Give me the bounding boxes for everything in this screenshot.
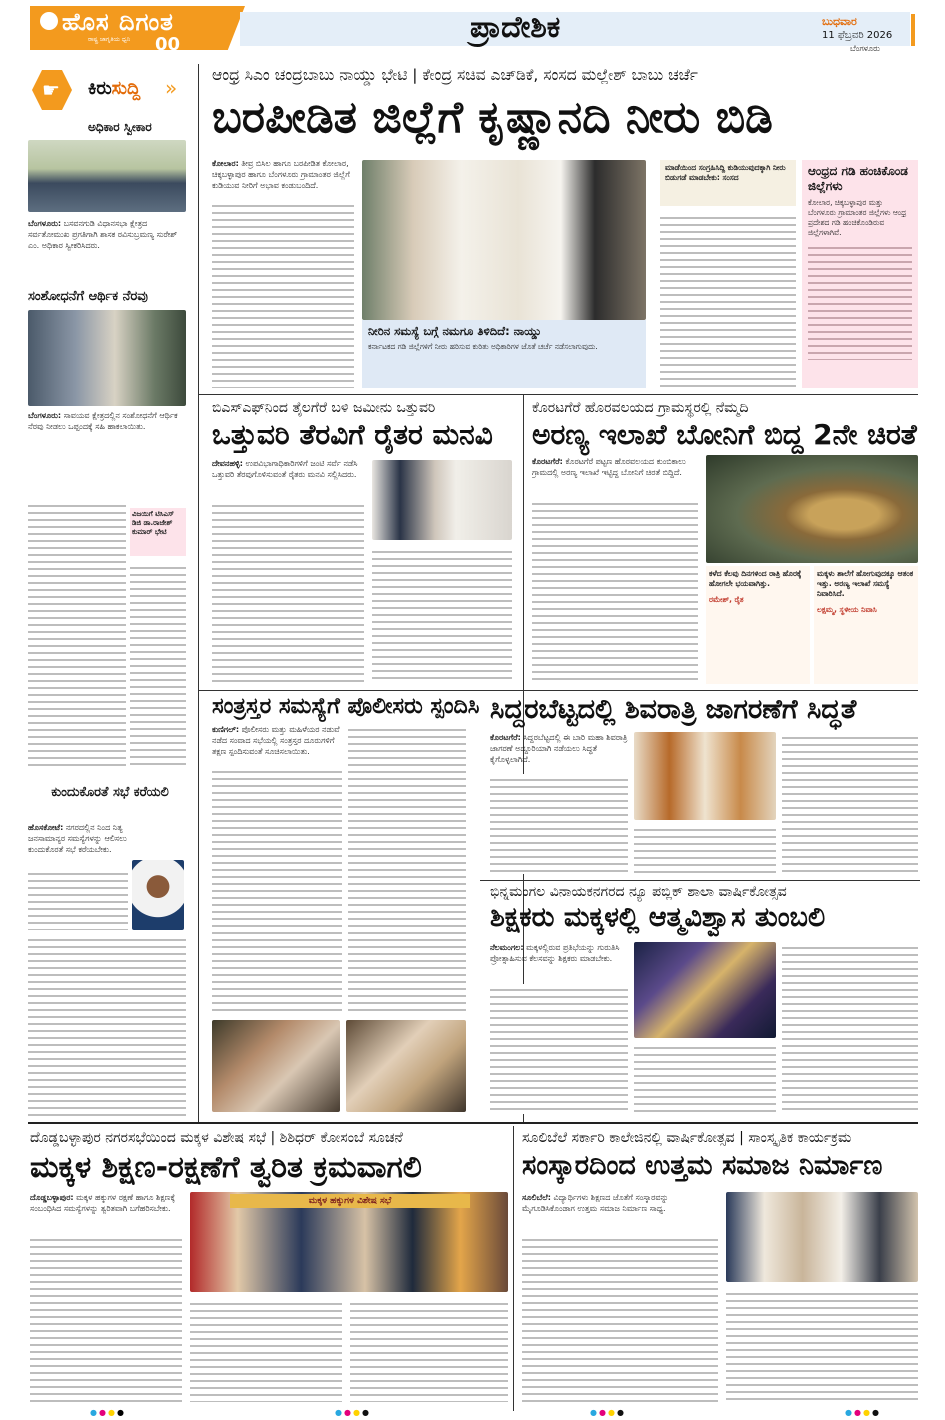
story-text-column bbox=[522, 1234, 718, 1402]
chevron-right-icon: » bbox=[165, 76, 178, 100]
story-dateline: ದೇವನಹಳ್ಳಿ: bbox=[212, 459, 243, 468]
story-dateline: ಕುಣಿಗಲ್: bbox=[212, 725, 240, 734]
story-dateline: ಕೊರಟಗೆರೆ: bbox=[532, 457, 563, 466]
brief-dateline: ಬೆಂಗಳೂರು: bbox=[28, 219, 62, 228]
story-photo bbox=[634, 732, 776, 820]
lead-headline: ಬರಪೀಡಿತ ಜಿಲ್ಲೆಗೆ ಕೃಷ್ಣಾನದಿ ನೀರು ಬಿಡಿ bbox=[212, 92, 773, 143]
story-dateline: ಸೂಲಿಬೆಲೆ: bbox=[522, 1193, 551, 1202]
kiru-suddi-title bbox=[88, 78, 140, 99]
story-body: ಕೊರಟಗೆರೆ ಪಟ್ಟಣ ಹೊರವಲಯದ ಕುಂಬಿಕಾಲು ಗ್ರಾಮದಲ್ಲಿ ಅರಣ್ಯ ಇಲಾಖೆ ಇಟ್ಟಿದ್ದ ಬೋನಿಗೆ ಚಿರತೆ ಬಿದ್ದಿದೆ. bbox=[532, 457, 686, 477]
section-strip bbox=[240, 12, 910, 46]
story-kicker: ಕೊರಟಗೆರೆ ಹೊರವಲಯದ ಗ್ರಾಮಸ್ಥರಲ್ಲಿ ನೆಮ್ಮದಿ bbox=[532, 400, 749, 416]
issue-city: ಬೆಂಗಳೂರು bbox=[850, 44, 880, 53]
brief-text-column bbox=[28, 500, 126, 770]
masthead-bar bbox=[0, 0, 945, 58]
story-photo bbox=[346, 1020, 466, 1112]
story-text bbox=[522, 1192, 718, 1232]
masthead-title: ಹೊಸ ದಿಗಂತ bbox=[62, 8, 174, 36]
story-text-column bbox=[782, 942, 918, 1114]
story-text-column bbox=[30, 1234, 182, 1402]
event-banner: ಮಕ್ಕಳ ಹಕ್ಕುಗಳ ವಿಶೇಷ ಸಭೆ bbox=[230, 1194, 470, 1208]
lead-photo bbox=[362, 160, 646, 320]
column-rule bbox=[198, 64, 199, 1122]
masthead-tagline: ರಾಷ್ಟ್ರ ಜಾಗೃತಿಯ ಧ್ವನಿ bbox=[88, 36, 131, 43]
pink-box-text-lines bbox=[808, 242, 912, 360]
story-text-column bbox=[634, 824, 776, 874]
story-text-column bbox=[350, 1298, 508, 1402]
brief-headline: ಅಧಿಕಾರ ಸ್ವೀಕಾರ bbox=[88, 120, 152, 134]
brief-text-column bbox=[130, 562, 186, 770]
story-text-column bbox=[190, 1298, 342, 1402]
lead-text bbox=[212, 158, 354, 198]
story-body: ಮಕ್ಕಳಲ್ಲಿರುವ ಪ್ರತಿಭೆಯನ್ನು ಗುರುತಿಸಿ ಪ್ರೋತ್ಸಾಹಿಸುವ ಕೆಲಸವನ್ನು ಶಿಕ್ಷಕರು ಮಾಡಬೇಕು. bbox=[490, 943, 620, 963]
brief-dateline: ಹೊಸಕೋಟೆ: bbox=[28, 823, 64, 832]
story-headline: ಒತ್ತುವರಿ ತೆರವಿಗೆ ರೈತರ ಮನವಿ bbox=[212, 418, 493, 451]
brief-body: ಸಾವಯವ ಕ್ಷೇತ್ರದಲ್ಲಿನ ಸಂಶೋಧನೆಗೆ ಆರ್ಥಿಕ ನೆರವು ನೀಡಲು ಒಪ್ಪಂದಕ್ಕೆ ಸಹಿ ಹಾಕಲಾಯಿತು. bbox=[28, 411, 178, 431]
story-text-column bbox=[212, 500, 364, 684]
brief-highlight-text: ವಿಜಯಿಗೆ ಟಿಸಿಎಸ್ ಡಿಜಿ ಡಾ.ರಾಜೇಶ್ ಕುಮಾರ್ ಭೇಟಿ bbox=[132, 510, 175, 536]
story-headline: ಸಂತ್ರಸ್ತರ ಸಮಸ್ಯೆಗೆ ಪೊಲೀಸರು ಸ್ಪಂದಿಸಿ bbox=[212, 694, 480, 719]
brief-body: ಬಸವನಗುಡಿ ವಿಧಾನಸಭಾ ಕ್ಷೇತ್ರದ ಸರ್ವತೋಮುಖ ಪ್ರಗತಿಗಾಗಿ ಶಾಸಕ ರವಿಸುಬ್ರಮಣ್ಯ ಸುರೇಶ್ ಎಂ. ಅಧಿಕಾರ ಸ್ವೀಕರಿಸಿದರು. bbox=[28, 219, 178, 250]
lead-text-column bbox=[660, 212, 796, 388]
story-text-column bbox=[212, 766, 342, 1016]
brief-text-column bbox=[28, 868, 128, 930]
print-registration-marks: ●●●● bbox=[90, 1408, 126, 1417]
story-body: ವಿದ್ಯಾರ್ಥಿಗಳು ಶಿಕ್ಷಣದ ಜೊತೆಗೆ ಸಂಸ್ಕಾರವನ್ನು ಮೈಗೂಡಿಸಿಕೊಂಡಾಗ ಉತ್ತಮ ಸಮಾಜ ನಿರ್ಮಾಣ ಸಾಧ್ಯ. bbox=[522, 1193, 669, 1213]
story-kicker: ದೊಡ್ಡಬಳ್ಳಾಪುರ ನಗರಸಭೆಯಿಂದ ಮಕ್ಕಳ ವಿಶೇಷ ಸಭೆ | ಶಿಶಿಧರ್ ಕೋಸಂಬೆ ಸೂಚನೆ bbox=[30, 1130, 403, 1146]
print-registration-marks: ●●●● bbox=[845, 1408, 881, 1417]
story-text bbox=[30, 1192, 182, 1232]
print-registration-marks: ●●●● bbox=[335, 1408, 371, 1417]
brief-text bbox=[28, 218, 186, 288]
lead-photo-caption bbox=[362, 320, 646, 388]
section-rule bbox=[28, 1122, 918, 1124]
story-photo bbox=[726, 1192, 918, 1282]
quote-text: ಕಳೆದ ಕೆಲವು ದಿನಗಳಿಂದ ರಾತ್ರಿ ಹೊರಕ್ಕೆ ಹೋಗಲೇ ಭಯವಾಗಿತ್ತು. bbox=[709, 569, 802, 588]
section-title: ಪ್ರಾದೇಶಿಕ bbox=[470, 10, 561, 45]
brief-highlight-box bbox=[130, 508, 186, 556]
brief-headline: ಸಂಶೋಧನೆಗೆ ಆರ್ಥಿಕ ನೆರವು bbox=[28, 289, 148, 304]
story-dateline: ಕೊರಟಗೆರೆ: bbox=[490, 733, 521, 742]
story-body: ಸಿದ್ದರಬೆಟ್ಟದಲ್ಲಿ ಈ ಬಾರಿ ಮಹಾ ಶಿವರಾತ್ರಿ ಜಾಗರಣೆ ಅದ್ದೂರಿಯಾಗಿ ನಡೆಯಲು ಸಿದ್ಧತೆ ಕೈಗೊಳ್ಳಲಾಗಿದೆ. bbox=[490, 733, 628, 764]
story-kicker: ಸೂಲಿಬೆಲೆ ಸರ್ಕಾರಿ ಕಾಲೇಜಿನಲ್ಲಿ ವಾರ್ಷಿಕೋತ್ಸವ | ಸಾಂಸ್ಕೃತಿಕ ಕಾರ್ಯಕ್ರಮ bbox=[522, 1130, 852, 1146]
story-text bbox=[490, 732, 628, 772]
brief-photo bbox=[28, 310, 186, 406]
story-text-column bbox=[490, 984, 628, 1114]
page-number: 00 bbox=[155, 34, 181, 55]
brief-text bbox=[28, 410, 186, 500]
quote-sign: ರಮೇಶ್, ರೈತ bbox=[709, 595, 744, 604]
brief-photo bbox=[28, 140, 186, 212]
story-text-column bbox=[782, 732, 918, 874]
story-body: ಉಪವಿಭಾಗಾಧಿಕಾರಿಗಳಿಗೆ ಜಂಟಿ ಸರ್ವೆ ನಡೆಸಿ ಒತ್ತುವರಿ ತೆರವುಗೊಳಿಸುವಂತೆ ರೈತರು ಮನವಿ ಸಲ್ಲಿಸಿದರು. bbox=[212, 459, 358, 479]
quote-box bbox=[706, 566, 810, 684]
story-body: ಪೊಲೀಸರು ಮತ್ತು ಮಹಿಳೆಯರ ನಡುವೆ ನಡೆದ ಸಂವಾದ ಸಭೆಯಲ್ಲಿ ಸಂತ್ರಸ್ತರ ದೂರುಗಳಿಗೆ ತಕ್ಷಣ ಸ್ಪಂದಿಸುವಂತೆ ಸೂಚಿಸಲಾಯಿತು. bbox=[212, 725, 340, 756]
caption-body: ಕರ್ನಾಟಕದ ಗಡಿ ಜಿಲ್ಲೆಗಳಿಗೆ ನೀರು ಹರಿಸುವ ಕುರಿತು ಅಧಿಕಾರಿಗಳ ಜೊತೆ ಚರ್ಚೆ ನಡೆಸಲಾಗುವುದು. bbox=[368, 342, 598, 351]
column-rule bbox=[513, 1126, 514, 1411]
story-headline: ಶಿಕ್ಷಕರು ಮಕ್ಕಳಲ್ಲಿ ಆತ್ಮವಿಶ್ವಾಸ ತುಂಬಲಿ bbox=[490, 902, 826, 933]
leopard-photo bbox=[706, 455, 918, 563]
lead-kicker: ಆಂಧ್ರ ಸಿಎಂ ಚಂದ್ರಬಾಬು ನಾಯ್ಡು ಭೇಟಿ | ಕೇಂದ್ರ ಸಚಿವ ಎಚ್‌ಡಿಕೆ, ಸಂಸದ ಮಲ್ಲೇಶ್ ಬಾಬು ಚರ್ಚೆ bbox=[212, 66, 698, 84]
story-text bbox=[212, 458, 364, 498]
story-text bbox=[532, 456, 698, 496]
issue-day: ಬುಧವಾರ bbox=[822, 15, 857, 28]
story-headline: ಸಿದ್ದರಬೆಟ್ಟದಲ್ಲಿ ಶಿವರಾತ್ರಿ ಜಾಗರಣೆಗೆ ಸಿದ್ಧತೆ bbox=[490, 694, 857, 725]
pink-box-body: ಕೋಲಾರ, ಚಿಕ್ಕಬಳ್ಳಾಪುರ ಮತ್ತು ಬೆಂಗಳೂರು ಗ್ರಾಮಾಂತರ ಜಿಲ್ಲೆಗಳು ಆಂಧ್ರ ಪ್ರದೇಶದ ಗಡಿ ಹಂಚಿಕೊಂಡಿರುವ ಜಿಲ್ಲೆಗಳಾಗಿವೆ. bbox=[808, 198, 907, 237]
lead-text-column bbox=[212, 200, 354, 388]
section-rule bbox=[480, 880, 920, 881]
brief-text-column bbox=[28, 934, 186, 1116]
print-registration-marks: ●●●● bbox=[590, 1408, 626, 1417]
story-text-column bbox=[348, 724, 466, 1016]
kiru-suddi-first: ಕಿರು bbox=[88, 78, 112, 99]
story-kicker: ಭಿನ್ನಮಂಗಲ ವಿನಾಯಕನಗರದ ನ್ಯೂ ಪಬ್ಲಿಕ್ ಶಾಲಾ ವಾರ್ಷಿಕೋತ್ಸವ bbox=[490, 884, 787, 900]
brief-headline: ಕುಂದುಕೊರತೆ ಸಭೆ ಕರೆಯಲಿ bbox=[51, 785, 169, 800]
story-headline: ಸಂಸ್ಕಾರದಿಂದ ಉತ್ತಮ ಸಮಾಜ ನಿರ್ಮಾಣ bbox=[522, 1150, 883, 1181]
side-quote-text: ಮಾಡೆಯಿಂದ ಸಂಗ್ರಹಿಸಿದ್ದಿ ಕುಡಿಯುವುದಕ್ಕಾಗಿ ನೀರು ಬಿಡುಗಡೆ ಮಾಡಬೇಕು: ಸಂಸದ bbox=[665, 163, 786, 182]
quote-sign: ಲಕ್ಷಮ್ಮ, ಸ್ಥಳೀಯ ನಿವಾಸಿ bbox=[817, 605, 877, 614]
pointing-hand-icon: ☛ bbox=[42, 78, 60, 102]
story-photo bbox=[634, 942, 776, 1038]
story-text-column bbox=[634, 1042, 776, 1114]
quote-box bbox=[814, 566, 918, 684]
story-text bbox=[490, 942, 628, 982]
lead-dateline: ಕೋಲಾರ: bbox=[212, 159, 239, 168]
story-photo bbox=[372, 460, 512, 540]
story-dateline: ದೊಡ್ಡಬಳ್ಳಾಪುರ: bbox=[30, 1193, 74, 1202]
pink-info-box bbox=[802, 160, 918, 388]
issue-date: 11 ಫೆಬ್ರವರಿ 2026 bbox=[822, 30, 893, 41]
story-text-column bbox=[372, 546, 512, 684]
section-rule bbox=[198, 394, 918, 395]
person-photo bbox=[132, 860, 184, 930]
story-photo bbox=[212, 1020, 340, 1112]
story-text bbox=[212, 724, 342, 764]
brief-dateline: ಬೆಂಗಳೂರು: bbox=[28, 411, 62, 420]
story-text-column bbox=[532, 498, 698, 684]
caption-title: ನೀರಿನ ಸಮಸ್ಯೆ ಬಗ್ಗೆ ನಮಗೂ ತಿಳಿದಿದೆ: ನಾಯ್ಡು bbox=[368, 324, 542, 338]
story-text-column bbox=[726, 1288, 918, 1402]
story-body: ಮಕ್ಕಳ ಹಕ್ಕುಗಳ ರಕ್ಷಣೆ ಹಾಗೂ ಶಿಕ್ಷಣಕ್ಕೆ ಸಂಬಂಧಿಸಿದ ಸಮಸ್ಯೆಗಳನ್ನು ತ್ವರಿತವಾಗಿ ಬಗೆಹರಿಸಬೇಕು. bbox=[30, 1193, 176, 1213]
story-headline: ಅರಣ್ಯ ಇಲಾಖೆ ಬೋನಿಗೆ ಬಿದ್ದ 2ನೇ ಚಿರತೆ bbox=[532, 418, 917, 451]
lead-body: ತೀವ್ರ ಬಿಸಿಲ ಹಾಗೂ ಬರಪೀಡಿತ ಕೋಲಾರ, ಚಿಕ್ಕಬಳ್ಳಾಪುರ ಹಾಗೂ ಬೆಂಗಳೂರು ಗ್ರಾಮಾಂತರ ಜಿಲ್ಲೆಗೆ ಕುಡಿಯುವ ನೀರಿಗೆ ಅಭಾವ ಕಂಡುಬಂದಿದೆ. bbox=[212, 159, 350, 190]
lamp-icon bbox=[40, 12, 58, 30]
side-quote-box bbox=[660, 160, 796, 206]
story-text-column bbox=[490, 774, 628, 874]
pink-box-title: ಆಂಧ್ರದ ಗಡಿ ಹಂಚಿಕೊಂಡ ಜಿಲ್ಲೆಗಳು bbox=[808, 164, 908, 193]
brief-text bbox=[28, 822, 128, 866]
date-accent-bar bbox=[911, 14, 915, 46]
story-headline: ಮಕ್ಕಳ ಶಿಕ್ಷಣ-ರಕ್ಷಣೆಗೆ ತ್ವರಿತ ಕ್ರಮವಾಗಲಿ bbox=[30, 1150, 422, 1185]
quote-text: ಮಕ್ಕಳು ಶಾಲೆಗೆ ಹೋಗುವುದಕ್ಕೂ ಆತಂಕ ಇತ್ತು. ಅರಣ್ಯ ಇಲಾಖೆ ಸಮಸ್ಯೆ ನಿವಾರಿಸಿದೆ. bbox=[817, 569, 914, 598]
section-rule bbox=[198, 690, 918, 691]
brief-body: ನಗರದಲ್ಲಿನ ನಿಂದ ನಿತ್ಯ ಜನಸಾಮಾನ್ಯರ ಸಮಸ್ಯೆಗಳನ್ನು ಆಲಿಸಲು ಕುಂದುಕೊರತೆ ಸಭೆ ಕರೆಯಬೇಕು. bbox=[28, 823, 127, 854]
story-kicker: ಬಿಎಸ್‌ಎಫ್‌ನಿಂದ ತೈಲಗೆರೆ ಬಳಿ ಜಮೀನು ಒತ್ತುವರಿ bbox=[212, 400, 436, 416]
story-dateline: ನೆಲಮಂಗಲ: bbox=[490, 943, 524, 952]
kiru-suddi-second: ಸುದ್ದಿ bbox=[111, 78, 141, 99]
